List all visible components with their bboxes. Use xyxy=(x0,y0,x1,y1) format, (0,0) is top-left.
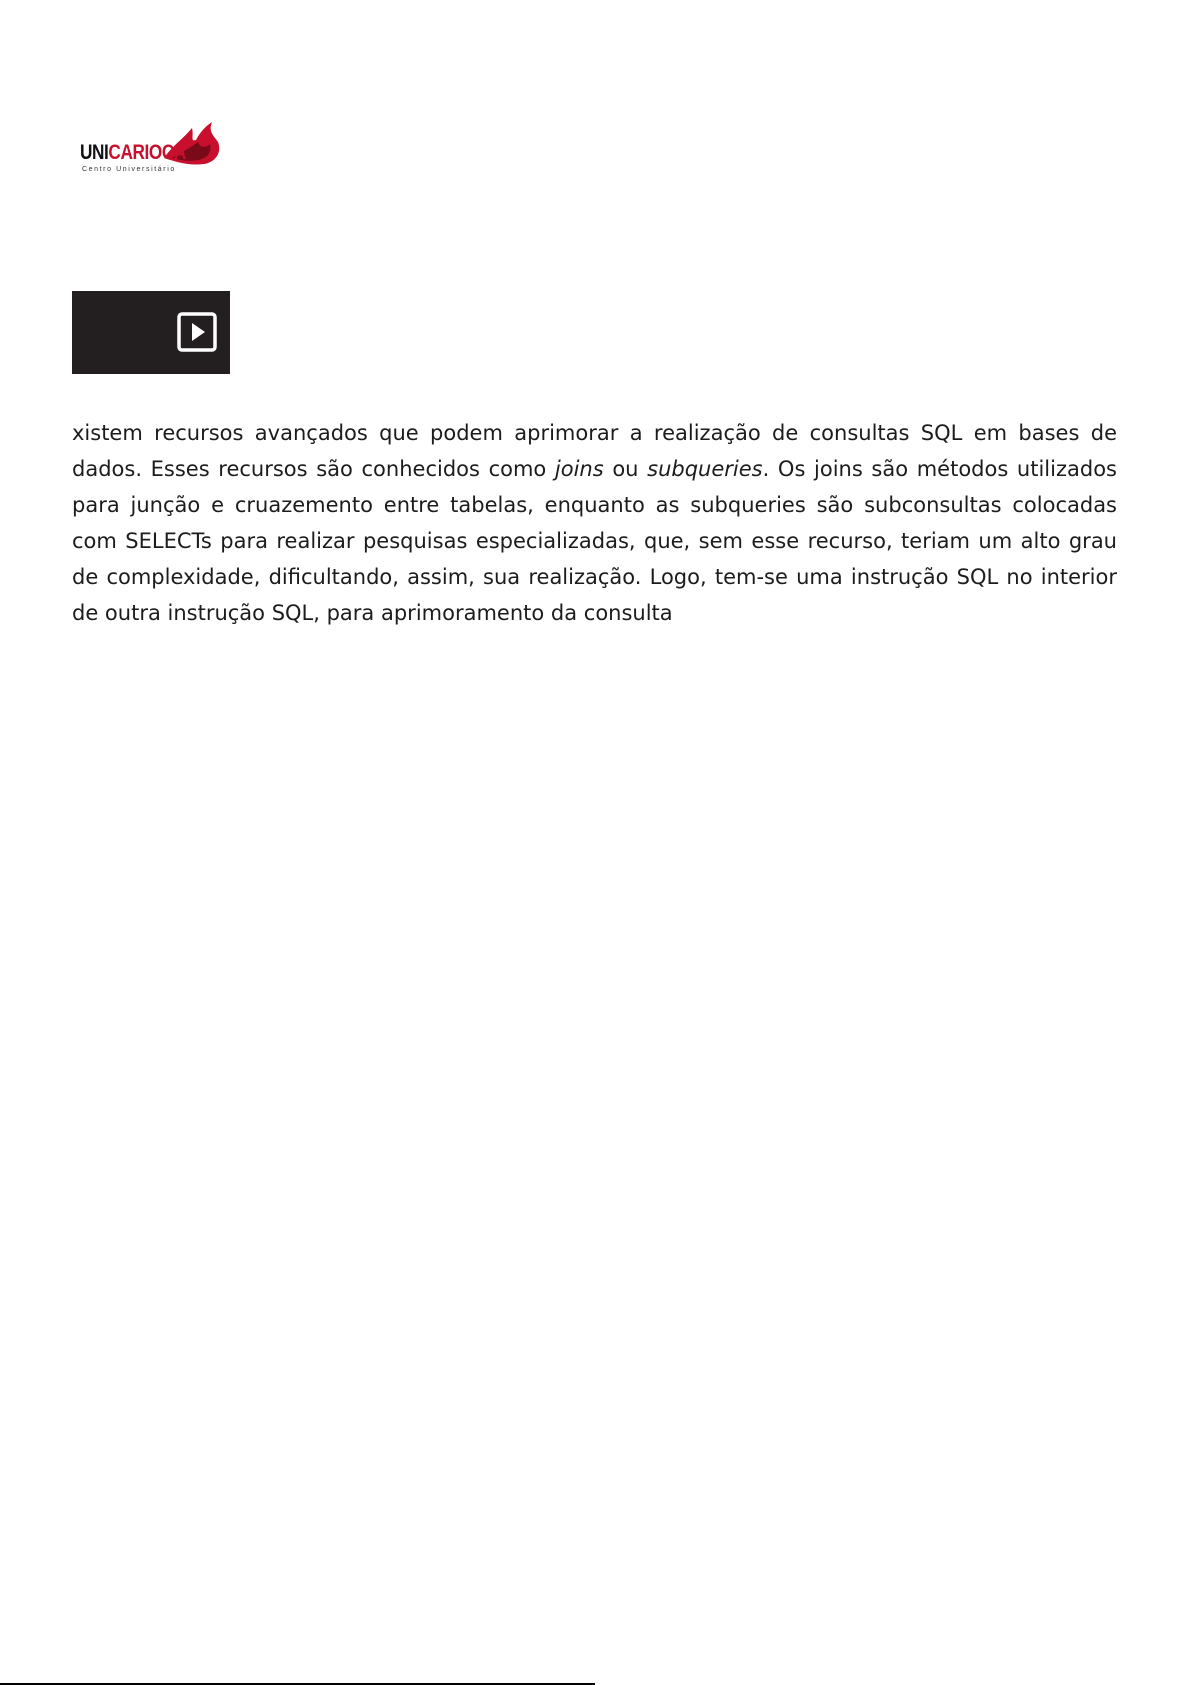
logo-wordmark xyxy=(80,142,186,163)
paragraph-text-3: . Os joins são métodos utilizados para junção e cruazemento entre tabelas, enquanto as subqueries são subconsultas colocadas com SELECTs para realizar pesquisas especializadas, que, sem esse recurso, teriam um alto grau de complexidade, dificultando, assim, sua realização. Logo, tem-se uma instrução SQL no interior de outra instrução SQL, para aprimoramento da consulta xyxy=(72,457,1117,625)
logo-subtitle: Centro Universitário xyxy=(82,166,176,173)
paragraph-text-2: ou xyxy=(603,457,648,481)
body-paragraph xyxy=(72,415,1117,631)
logo-uni: UNI xyxy=(80,141,109,164)
term-subqueries: subqueries xyxy=(647,457,763,481)
video-banner[interactable] xyxy=(72,291,230,374)
term-joins: joins xyxy=(554,457,604,481)
paragraph-text-1: xistem recursos avançados que podem aprimorar a realização de consultas SQL em bases de dados. Esses recursos são conhecidos como xyxy=(72,421,1117,481)
play-square-icon[interactable] xyxy=(176,311,218,353)
unicarioca-logo xyxy=(72,118,222,182)
logo-carioca: CARIOCA xyxy=(108,141,186,164)
